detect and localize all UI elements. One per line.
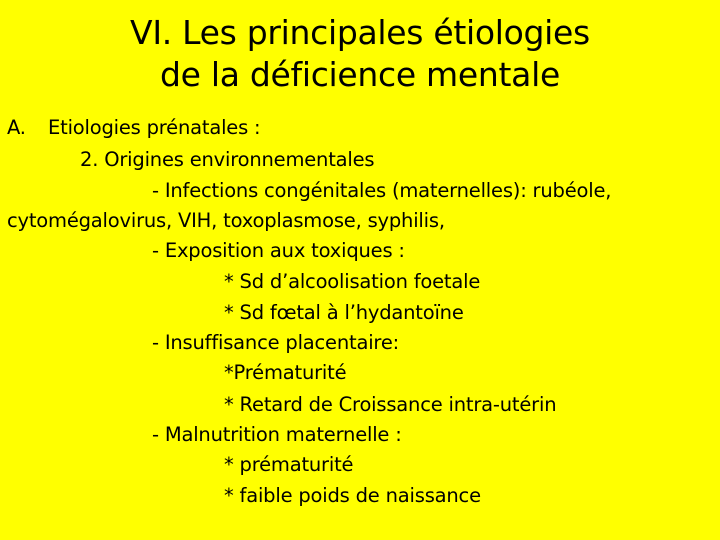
list-item-infection-continuation: cytomégalovirus, VIH, toxoplasmose, syphilis, <box>7 209 445 232</box>
sub-item-prematurity-2: * prématurité <box>224 453 354 476</box>
list-item-placental-insufficiency: - Insuffisance placentaire: <box>152 331 399 354</box>
list-item-congenital-infections: - Infections congénitales (maternelles): rubéole, <box>152 179 612 202</box>
list-item-maternal-malnutrition: - Malnutrition maternelle : <box>152 423 402 446</box>
sub-item-prematurity: *Prématurité <box>224 361 347 384</box>
section-title: Etiologies prénatales : <box>48 116 261 139</box>
title-line-2: de la déficience mentale <box>160 55 560 94</box>
slide-title <box>0 12 720 96</box>
list-item-toxic-exposure: - Exposition aux toxiques : <box>152 239 405 262</box>
sub-item-growth-retardation: * Retard de Croissance intra-utérin <box>224 393 557 416</box>
subheading-environmental-origins: 2. Origines environnementales <box>80 148 375 171</box>
sub-item-fetal-hydantoin: * Sd fœtal à l’hydantoïne <box>224 301 464 324</box>
section-label: A. <box>7 116 26 139</box>
title-line-1: VI. Les principales étiologies <box>130 13 590 52</box>
sub-item-low-birth-weight: * faible poids de naissance <box>224 484 481 507</box>
sub-item-fetal-alcohol: * Sd d’alcoolisation foetale <box>224 270 481 293</box>
